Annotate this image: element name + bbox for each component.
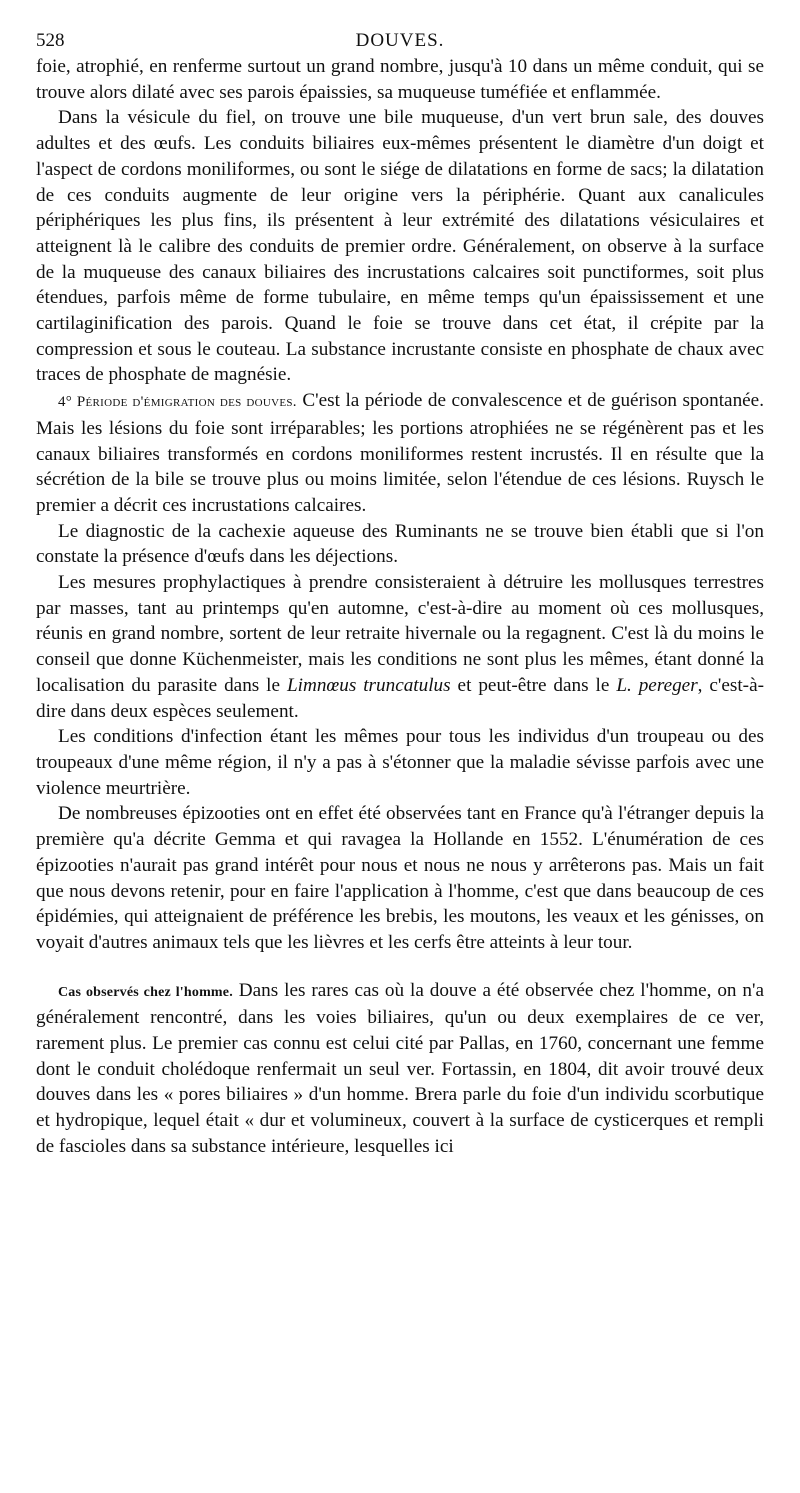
paragraph-text: Le diagnostic de la cachexie aqueuse des Ruminants ne se trouve bien établi que si l'on constate la présence d'œufs dans les déjections. [36,520,764,568]
running-head: DOUVES. [355,30,445,51]
paragraph [36,105,764,388]
paragraph-text: C'est la période de convalescence et de guérison spontanée. Mais les lésions du foie sont irréparables; les portions atrophiées ne se régénèrent pas et les canaux biliaires transformés en cordons moniliformes restent incrustés. Il en résulte que la sécrétion de la bile se trouve plus ou moins limitée, selon l'étendue de ces lésions. Ruysch le premier a décrit ces incrustations calcaires. [36,390,764,516]
paragraph [36,801,764,955]
paragraph [36,978,764,1160]
paragraph-text: et peut-être dans le [450,674,617,696]
paragraph [36,724,764,801]
paragraph [36,570,764,724]
page-header [36,28,764,54]
paragraph-text: De nombreuses épizooties ont en effet été observées tant en France qu'à l'étranger depuis la première qu'a décrite Gemma et qui ravagea la Hollande en 1552. L'énumération de ces épizooties n'aurait pas grand intérêt pour nous et nous ne nous y arrêterons pas. Mais un fait que nous devons retenir, pour en faire l'application à l'homme, c'est que dans beaucoup de ces épidémies, qui atteignaient de préférence les brebis, les moutons, les veaux et les génisses, on voyait d'autres animaux tels que les lièvres et les cerfs être atteints à leur tour. [36,803,764,953]
section-lead: 4° Période d'émigration des douves. [58,394,297,411]
page-number: 528 [36,30,65,51]
paragraph [36,54,764,105]
paragraph-text: Dans les rares cas où la douve a été observée chez l'homme, on n'a généralement rencontré, dans les voies biliaires, qu'un ou deux exemplaires de ce ver, rarement plus. Le premier cas connu est celui cité par Pallas, en 1760, concernant une femme dont le conduit cholédoque renfermait un seul ver. Fortassin, en 1804, dit avoir trouvé deux douves dans les « pores biliaires » d'un homme. Brera parle du foie d'un individu scorbutique et hydropique, lequel était « dur et volumineux, couvert à la surface de cysticerques et rempli de fascioles dans sa substance intérieure, lesquelles ici [36,979,764,1157]
paragraph-text: Les mesures prophylactiques à prendre consisteraient à détruire les mollusques terrestres par masses, tant au printemps qu'en automne, c'est-à-dire au moment où ces mollusques, réunis en grand nombre, sortent de leur retraite hivernale ou la regagnent. C'est là du moins le conseil que donne Küchenmeister, mais les conditions ne sont plus les mêmes, étant donné la localisation du parasite dans le [36,572,764,696]
paragraph-text: Les conditions d'infection étant les mêmes pour tous les individus d'un troupeau ou des troupeaux d'une même région, il n'y a pas à s'étonner que la maladie sévisse parfois avec une violence meurtrière. [36,726,764,799]
section-heading: Cas observés chez l'homme. [58,984,233,1000]
book-page [36,28,764,1160]
body-text [36,54,764,1160]
paragraph-text: Dans la vésicule du fiel, on trouve une bile muqueuse, d'un vert brun sale, des douves adultes et des œufs. Les conduits biliaires eux-mêmes présentent le diamètre d'un doigt et l'aspect de cordons moniliformes, ou sont le siége de dilatations en forme de sacs; la dilatation de ces conduits augmente de leur origine vers la périphérie. Quant aux canalicules périphériques les plus fins, ils présentent à leur extrémité des dilatations vésiculaires et atteignent là le calibre des conduits de premier ordre. Généralement, on observe à la surface de la muqueuse des canaux biliaires des incrustations calcaires soit punctiformes, soit plus étendues, parfois même de forme tubulaire, en même temps qu'un épaississement et une cartilaginification des parois. Quand le foie se trouve dans cet état, il crépite par la compression et sous le couteau. La substance incrustante consiste en phosphate de chaux avec traces de phosphate de magnésie. [36,107,764,386]
section-gap [36,956,764,978]
paragraph [36,388,764,519]
species-name: Limnœus truncatulus [286,674,451,696]
paragraph [36,519,764,570]
print-specks [84,1458,204,1464]
paragraph-text: , c'est-à-dire dans deux espèces seulement. [36,674,764,722]
paragraph-text: foie, atrophié, en renferme surtout un grand nombre, jusqu'à 10 dans un même conduit, qui se trouve alors dilaté avec ses parois épaissies, sa muqueuse tuméfiée et enflammée. [36,56,764,103]
species-name: L. pereger [616,674,698,696]
